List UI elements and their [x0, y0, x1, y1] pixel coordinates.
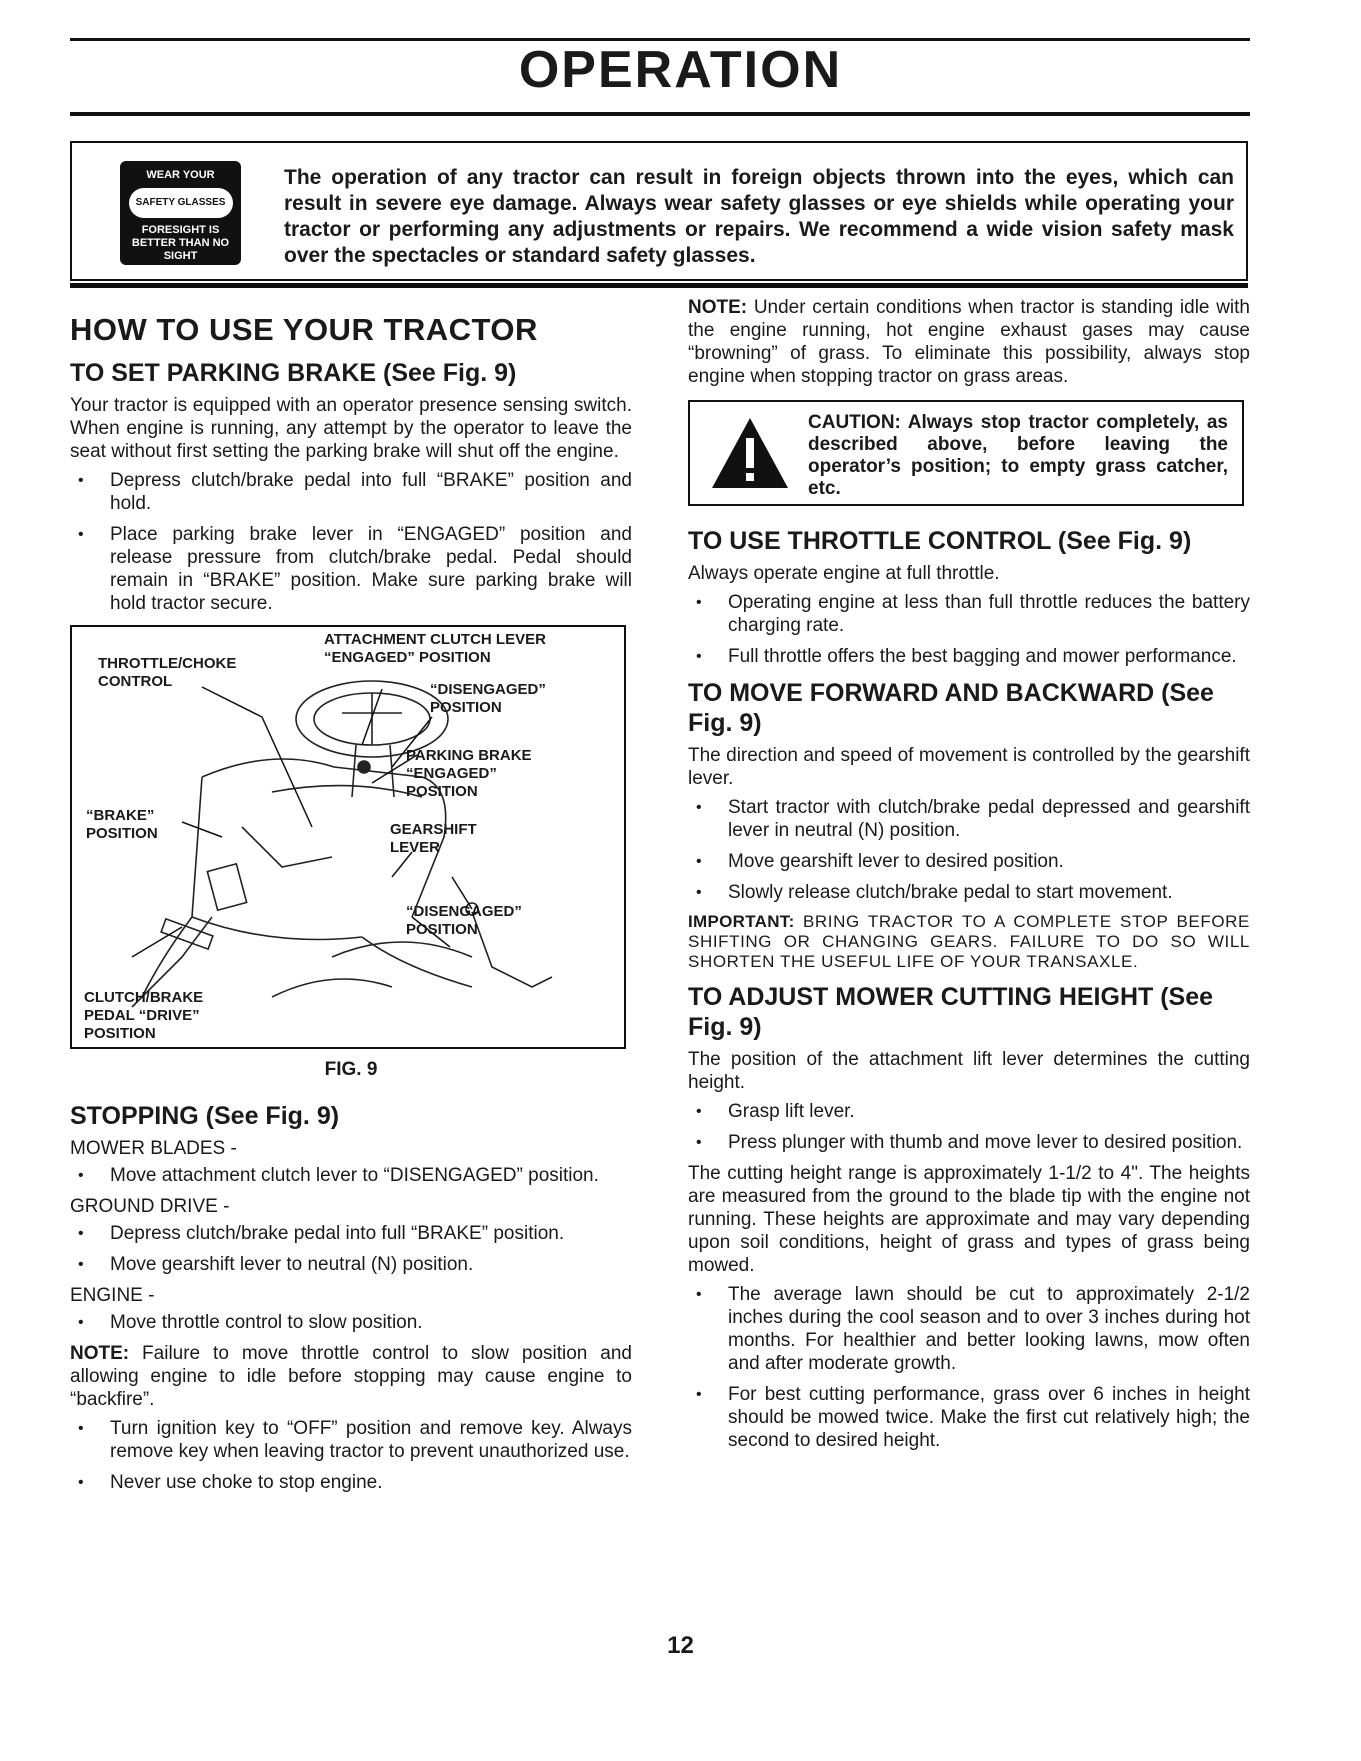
- final-bullets: [70, 1417, 632, 1494]
- bullet-dot: •: [696, 594, 702, 611]
- figure-9: [70, 625, 626, 1049]
- list-item: • For best cutting performance, grass over 6 inches in height should be mowed twice. Make the first cut relatively high; the second to desired height.: [696, 1384, 1250, 1451]
- bullet-dot: •: [78, 1167, 84, 1184]
- mower-bullets: [70, 1164, 632, 1187]
- bullet-dot: •: [78, 526, 84, 543]
- list-item: • Slowly release clutch/brake pedal to start movement.: [696, 882, 1173, 903]
- throttle-heading: TO USE THROTTLE CONTROL (See Fig. 9): [688, 527, 1192, 555]
- important-note: [688, 912, 1250, 972]
- title-rule: [70, 112, 1250, 116]
- bullet-dot: •: [696, 1134, 702, 1151]
- ground-drive-label: GROUND DRIVE -: [70, 1196, 230, 1217]
- list-item: • Press plunger with thumb and move lever to desired position.: [696, 1132, 1243, 1153]
- badge-bottom-text: FORESIGHT IS BETTER THAN NO SIGHT: [131, 224, 230, 262]
- left-column: [70, 300, 632, 1502]
- list-item: • Grasp lift lever.: [696, 1101, 855, 1122]
- label-parking-brake: PARKING BRAKE “ENGAGED” POSITION: [406, 747, 532, 800]
- parking-intro: Your tractor is equipped with an operator presence sensing switch. When engine is running, any attempt by the operator to leave the seat without first setting the parking brake will shut off the engine.: [70, 395, 632, 462]
- caution-label: CAUTION:: [808, 412, 901, 433]
- note-text: Under certain conditions when tractor is standing idle with the engine running, hot engine exhaust gases may cause “browning” of grass. To eliminate this possibility, always stop engine when stopping tractor on grass areas.: [688, 297, 1250, 387]
- parking-heading: TO SET PARKING BRAKE (See Fig. 9): [70, 359, 517, 387]
- lawn-bullets: [688, 1283, 1250, 1452]
- height-range-text: The cutting height range is approximately 1-1/2 to 4". The heights are measured from the ground to the blade tip with the engine not running. These heights are approximate and may vary depending upon soil conditions, height of grass and types of grass being mowed.: [688, 1163, 1250, 1276]
- bullet-dot: •: [696, 648, 702, 665]
- caution-box: [688, 400, 1244, 506]
- caution-text: CAUTION: Always stop tractor completely, as described above, before leaving the operator’s position; to empty grass catcher, etc.: [808, 412, 1228, 499]
- mower-blades-label: MOWER BLADES -: [70, 1138, 237, 1159]
- list-item: • Move throttle control to slow position.: [78, 1312, 423, 1333]
- stopping-heading: STOPPING (See Fig. 9): [70, 1102, 340, 1130]
- list-item: • Place parking brake lever in “ENGAGED” position and release pressure from clutch/brake pedal. Pedal should remain in “BRAKE” position. Make sure parking brake will hold tractor secure.: [78, 524, 632, 614]
- safety-glasses-icon: SAFETY GLASSES: [129, 188, 233, 218]
- page-title: OPERATION: [518, 41, 843, 99]
- safety-text: The operation of any tractor can result in foreign objects thrown into the eyes, which can result in severe eye damage. Always wear safety glasses or eye shields while operating your tractor or performing any adjustments or repairs. We recommend a wide vision safety mask over the spectacles or standard safety glasses.: [284, 166, 1234, 267]
- warning-triangle-icon: [710, 416, 790, 490]
- bullet-dot: •: [696, 1286, 702, 1303]
- note-text: Failure to move throttle control to slow position and allowing engine to idle before stopping may cause engine to “backfire”.: [70, 1343, 632, 1410]
- list-item: • Start tractor with clutch/brake pedal depressed and gearshift lever in neutral (N) position.: [696, 797, 1250, 841]
- safety-glasses-badge: [120, 161, 241, 265]
- label-gearshift: GEARSHIFT LEVER: [390, 821, 477, 856]
- important-label: IMPORTANT:: [688, 912, 795, 931]
- height-bullets: [688, 1100, 1250, 1154]
- list-item: • The average lawn should be cut to approximately 2-1/2 inches during the cool season and to over 3 inches during hot months. For healthier and better looking lawns, mow often and after moderate growth.: [696, 1284, 1250, 1374]
- important-text: BRING TRACTOR TO A COMPLETE STOP BEFORE SHIFTING OR CHANGING GEARS. FAILURE TO DO SO WILL SHORTEN THE USEFUL LIFE OF YOUR TRANSAXLE.: [688, 912, 1250, 971]
- forward-bullets: [688, 796, 1250, 904]
- throttle-bullets: [688, 591, 1250, 668]
- bullet-dot: •: [696, 884, 702, 901]
- right-column: [688, 296, 1250, 1460]
- ground-bullets: [70, 1222, 632, 1276]
- list-item: • Depress clutch/brake pedal into full “BRAKE” position.: [78, 1223, 565, 1244]
- list-item: • Move gearshift lever to neutral (N) position.: [78, 1254, 474, 1275]
- list-item: • Move gearshift lever to desired position.: [696, 851, 1064, 872]
- forward-intro: The direction and speed of movement is controlled by the gearshift lever.: [688, 745, 1250, 789]
- bullet-dot: •: [696, 799, 702, 816]
- throttle-intro: Always operate engine at full throttle.: [688, 563, 1000, 584]
- parking-bullets: [70, 469, 632, 615]
- bullet-dot: •: [78, 1474, 84, 1491]
- bullet-dot: •: [696, 1103, 702, 1120]
- label-throttle-choke: THROTTLE/CHOKE CONTROL: [98, 655, 237, 690]
- label-brake-position: “BRAKE” POSITION: [86, 807, 158, 842]
- badge-top-text: WEAR YOUR: [146, 169, 215, 181]
- label-attachment-clutch: ATTACHMENT CLUTCH LEVER “ENGAGED” POSITION: [324, 631, 546, 666]
- height-intro: The position of the attachment lift lever determines the cutting height.: [688, 1049, 1250, 1093]
- bullet-dot: •: [78, 1314, 84, 1331]
- safety-rule: [70, 283, 1248, 288]
- list-item: • Operating engine at less than full throttle reduces the battery charging rate.: [696, 592, 1250, 636]
- list-item: • Never use choke to stop engine.: [78, 1472, 383, 1493]
- bullet-dot: •: [696, 1386, 702, 1403]
- note-label: NOTE:: [70, 1343, 130, 1364]
- list-item: • Depress clutch/brake pedal into full “BRAKE” position and hold.: [78, 470, 632, 514]
- bullet-dot: •: [78, 1420, 84, 1437]
- figure-caption: FIG. 9: [324, 1059, 378, 1080]
- bullet-dot: •: [78, 1225, 84, 1242]
- forward-heading: TO MOVE FORWARD AND BACKWARD (See Fig. 9): [688, 679, 1214, 737]
- height-heading: TO ADJUST MOWER CUTTING HEIGHT (See Fig. 9): [688, 983, 1214, 1041]
- engine-label: ENGINE -: [70, 1285, 155, 1306]
- safety-notice: [70, 141, 1248, 281]
- note-label: NOTE:: [688, 297, 748, 318]
- label-disengaged-bottom: “DISENGAGED” POSITION: [406, 903, 522, 938]
- bullet-dot: •: [78, 472, 84, 489]
- main-heading: HOW TO USE YOUR TRACTOR: [70, 312, 538, 347]
- list-item: • Turn ignition key to “OFF” position and remove key. Always remove key when leaving tractor to prevent unauthorized use.: [78, 1418, 632, 1462]
- label-disengaged-top: “DISENGAGED” POSITION: [430, 681, 546, 716]
- page-number: 12: [667, 1632, 694, 1659]
- bullet-dot: •: [696, 853, 702, 870]
- bullet-dot: •: [78, 1256, 84, 1273]
- list-item: • Full throttle offers the best bagging and mower performance.: [696, 646, 1237, 667]
- stopping-note: [70, 1342, 632, 1411]
- engine-bullets: [70, 1311, 632, 1334]
- list-item: • Move attachment clutch lever to “DISENGAGED” position.: [78, 1165, 599, 1186]
- browning-note: [688, 296, 1250, 388]
- label-clutch-brake: CLUTCH/BRAKE PEDAL “DRIVE” POSITION: [84, 989, 204, 1042]
